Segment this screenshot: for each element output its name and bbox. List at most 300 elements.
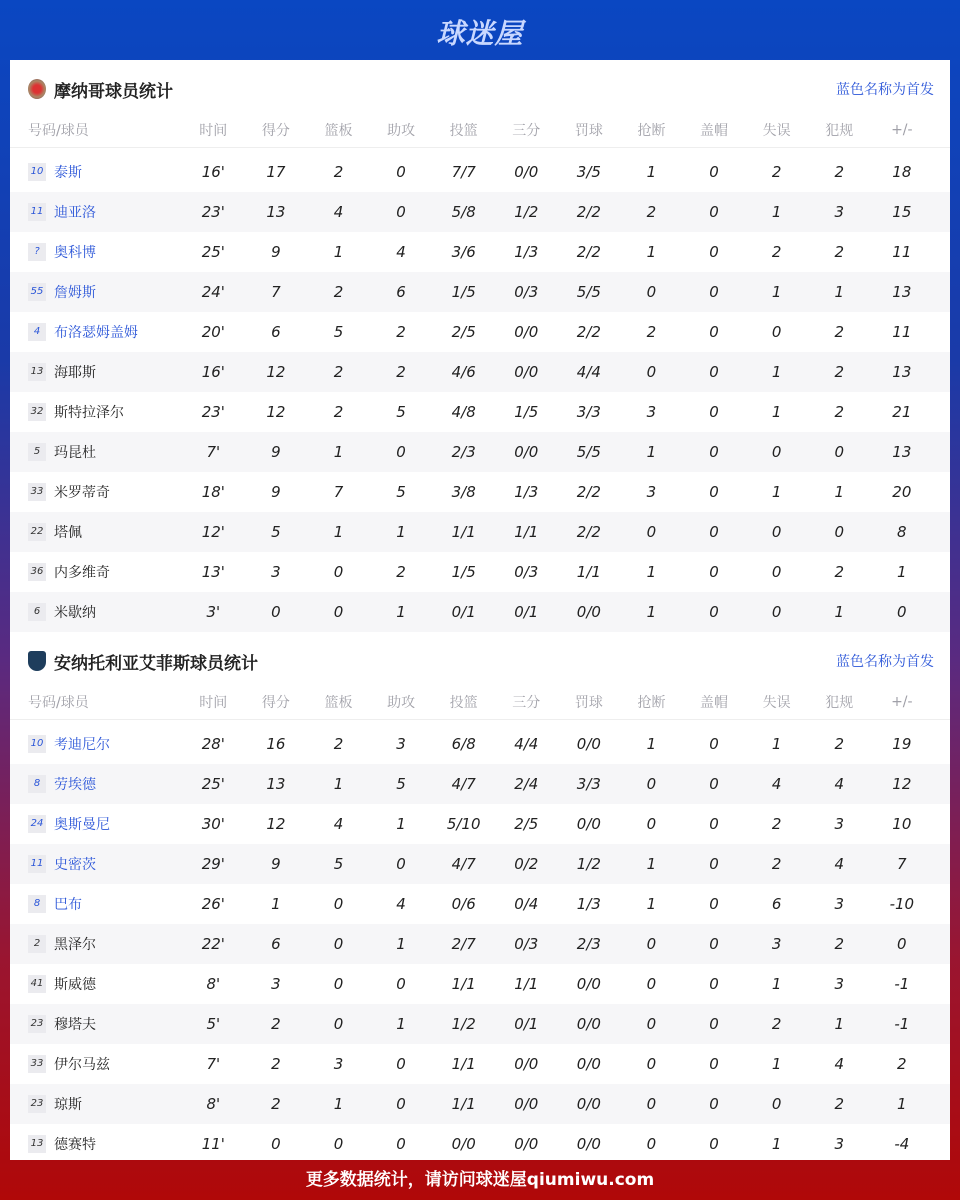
stat-cell: 3 [333, 1055, 344, 1073]
stat-cell: 12 [266, 403, 286, 421]
player-name[interactable]: 伊尔马兹 [54, 1057, 110, 1073]
stat-cell: 13 [892, 363, 912, 381]
stat-cell: 3 [834, 975, 844, 993]
stat-cell: 2/2 [576, 483, 601, 501]
stat-cell: 2/5 [451, 323, 476, 341]
stat-cell: 1 [771, 403, 782, 421]
stat-cell: 0 [646, 363, 657, 381]
stat-cell: 0 [897, 603, 907, 621]
stat-cell: 29' [201, 855, 225, 873]
stat-cell: 1 [834, 603, 844, 621]
stat-cell: 1 [271, 895, 281, 913]
stat-cell: 1 [897, 1095, 907, 1113]
column-label: 得分 [261, 122, 290, 139]
stat-cell: 1 [834, 483, 844, 501]
stat-cell: -1 [894, 1015, 910, 1033]
jersey-number: 10 [28, 163, 46, 181]
player-name[interactable]: 德赛特 [54, 1137, 96, 1153]
jersey-number: 8 [28, 895, 46, 913]
player-row[interactable] [10, 884, 950, 924]
stat-cell: 1 [333, 443, 344, 461]
stat-cell: 1 [396, 1015, 406, 1033]
stat-cell: 1 [646, 895, 657, 913]
stat-cell: 11 [892, 243, 912, 261]
stat-cell: 7' [206, 1055, 221, 1073]
player-name[interactable]: 内多维奇 [54, 565, 110, 581]
column-label: 犯规 [825, 122, 854, 139]
stat-cell: 0/0 [514, 1135, 539, 1153]
stat-cell: 23' [201, 403, 225, 421]
team-section [10, 60, 950, 632]
stat-cell: 1/2 [514, 203, 539, 221]
player-name[interactable]: 斯威德 [54, 977, 96, 993]
stat-cell: 4 [396, 895, 406, 913]
stat-cell: 0/0 [576, 1095, 601, 1113]
stat-cell: 1 [646, 603, 657, 621]
stat-cell: 1 [646, 735, 657, 753]
stat-cell: 1 [396, 815, 406, 833]
column-label: 号码/球员 [28, 122, 89, 139]
stat-cell: 1/1 [451, 523, 476, 541]
jersey-number: 33 [28, 1055, 46, 1073]
stat-cell: 0 [709, 775, 719, 793]
stat-cell: 1/1 [451, 1095, 476, 1113]
stat-cell: 1 [646, 855, 657, 873]
stat-cell: 22' [201, 935, 225, 953]
jersey-number: 11 [28, 855, 46, 873]
stat-cell: 0 [333, 603, 344, 621]
player-name[interactable]: 穆塔夫 [54, 1017, 96, 1033]
column-label: +/- [891, 121, 913, 138]
stat-cell: 2 [834, 935, 844, 953]
stat-cell: 0 [709, 403, 719, 421]
player-name[interactable]: 考迪尼尔 [54, 737, 110, 753]
stat-cell: 0 [646, 1135, 657, 1153]
stat-cell: 9 [271, 243, 281, 261]
stat-cell: 1 [396, 523, 406, 541]
stat-cell: 0 [771, 1095, 782, 1113]
stat-cell: 2 [333, 163, 344, 181]
player-row[interactable] [10, 804, 950, 844]
stat-cell: 0 [709, 203, 719, 221]
stat-cell: 0 [771, 523, 782, 541]
stat-cell: 0 [771, 563, 782, 581]
stat-cell: 2/4 [514, 775, 539, 793]
stat-cell: 7 [333, 483, 344, 501]
player-name[interactable]: 布洛瑟姆盖姆 [54, 325, 138, 341]
stat-cell: 0/4 [514, 895, 539, 913]
stat-cell: 4/8 [451, 403, 476, 421]
stat-cell: 5 [396, 775, 406, 793]
column-label: 三分 [512, 122, 541, 139]
stat-cell: 0 [771, 323, 782, 341]
player-row[interactable] [10, 924, 950, 964]
player-name[interactable]: 米歇纳 [54, 605, 96, 621]
stat-cell: 5' [206, 1015, 221, 1033]
player-name[interactable]: 巴布 [54, 897, 82, 913]
stat-cell: 0 [709, 443, 719, 461]
stat-cell: 2 [646, 323, 657, 341]
team-header [10, 60, 950, 118]
stat-cell: 6 [271, 323, 281, 341]
column-label: 三分 [512, 694, 541, 711]
stat-cell: 10 [892, 815, 912, 833]
jersey-number: 10 [28, 735, 46, 753]
stat-cell: 9 [271, 443, 281, 461]
stat-cell: 0 [709, 363, 719, 381]
stat-cell: 0/0 [451, 1135, 476, 1153]
player-name[interactable]: 米罗蒂奇 [54, 485, 110, 501]
stat-cell: 5/8 [451, 203, 476, 221]
stat-cell: 4 [834, 775, 844, 793]
column-label: 得分 [261, 694, 290, 711]
jersey-number: 41 [28, 975, 46, 993]
stat-cell: 0 [396, 855, 406, 873]
column-label: 助攻 [387, 694, 416, 711]
stat-cell: 20 [892, 483, 912, 501]
player-row[interactable] [10, 392, 950, 432]
stat-cell: 5 [396, 403, 406, 421]
stat-cell: 2 [396, 323, 406, 341]
stat-cell: 2 [646, 203, 657, 221]
stat-cell: 2 [771, 163, 782, 181]
stat-cell: 1 [333, 1095, 344, 1113]
stat-cell: 0 [396, 1135, 406, 1153]
stat-cell: 7 [271, 283, 281, 301]
stat-cell: 2 [834, 323, 844, 341]
stat-cell: 4 [771, 775, 782, 793]
stat-cell: 28' [201, 735, 225, 753]
stat-cell: 0 [396, 163, 406, 181]
stat-cell: 13 [892, 443, 912, 461]
stat-cell: 1 [396, 935, 406, 953]
stat-cell: 16' [201, 363, 225, 381]
stat-cell: 2 [333, 735, 344, 753]
stat-cell: 4/4 [576, 363, 601, 381]
stat-cell: 0/0 [514, 363, 539, 381]
stat-cell: 0/1 [451, 603, 476, 621]
stat-cell: 1/1 [514, 523, 539, 541]
stat-cell: 11' [201, 1135, 225, 1153]
stat-cell: 2 [771, 855, 782, 873]
stat-cell: 2/2 [576, 323, 601, 341]
player-row[interactable] [10, 272, 950, 312]
player-row[interactable] [10, 552, 950, 592]
stat-cell: 23' [201, 203, 225, 221]
stat-cell: 3/8 [451, 483, 476, 501]
column-label: 罚球 [574, 694, 603, 711]
stat-cell: 5 [271, 523, 281, 541]
stat-cell: 8' [206, 975, 221, 993]
stat-cell: 0 [897, 935, 907, 953]
team-logo-icon [28, 79, 46, 99]
stat-cell: 0 [271, 603, 281, 621]
stat-cell: 0/0 [576, 1015, 601, 1033]
player-name[interactable]: 黑泽尔 [54, 937, 96, 953]
stat-cell: 2/2 [576, 523, 601, 541]
jersey-number: 2 [28, 935, 46, 953]
stat-cell: 0 [396, 975, 406, 993]
stat-cell: 0 [709, 483, 719, 501]
stat-cell: 8 [897, 523, 907, 541]
column-label: 时间 [199, 122, 228, 139]
stat-cell: 0 [709, 1015, 719, 1033]
player-name[interactable]: 史密茨 [54, 857, 96, 873]
stat-cell: 0/3 [514, 935, 539, 953]
player-name[interactable]: 玛昆杜 [54, 445, 96, 461]
stat-cell: 17 [266, 163, 286, 181]
stat-cell: 0/1 [514, 603, 539, 621]
player-row[interactable] [10, 512, 950, 552]
stat-cell: 0 [709, 523, 719, 541]
player-row[interactable] [10, 192, 950, 232]
stat-cell: 0 [834, 523, 844, 541]
stat-cell: 1 [333, 523, 344, 541]
stat-cell: 0/0 [576, 1135, 601, 1153]
stat-cell: 26' [201, 895, 225, 913]
stat-cell: 0/0 [576, 603, 601, 621]
stat-cell: 9 [271, 855, 281, 873]
stat-cell: 0 [646, 935, 657, 953]
column-label: 抢断 [637, 694, 666, 711]
stat-cell: 0 [333, 935, 344, 953]
stat-cell: 0/6 [451, 895, 476, 913]
stat-cell: 1/2 [451, 1015, 476, 1033]
player-name[interactable]: 詹姆斯 [54, 285, 96, 301]
stat-cell: 7' [206, 443, 221, 461]
player-row[interactable] [10, 152, 950, 192]
player-name[interactable]: 琼斯 [54, 1097, 82, 1113]
stat-cell: 4/4 [514, 735, 539, 753]
stat-cell: 2 [271, 1015, 281, 1033]
stat-cell: 2/3 [576, 935, 601, 953]
player-row[interactable] [10, 844, 950, 884]
column-label: 篮板 [324, 122, 353, 139]
stat-cell: 1/3 [514, 483, 539, 501]
stat-cell: 0 [333, 563, 344, 581]
jersey-number: 24 [28, 815, 46, 833]
column-label: 盖帽 [700, 122, 729, 139]
stat-cell: 0/0 [514, 323, 539, 341]
stat-cell: 2 [396, 363, 406, 381]
stat-cell: 0 [646, 1095, 657, 1113]
player-name[interactable]: 泰斯 [54, 165, 82, 181]
column-label: 犯规 [825, 694, 854, 711]
stat-cell: 0/0 [576, 815, 601, 833]
stat-cell: 0/0 [576, 1055, 601, 1073]
stat-cell: 8' [206, 1095, 221, 1113]
column-label: 失误 [762, 122, 791, 139]
stat-cell: 1/2 [576, 855, 601, 873]
column-label: 抢断 [637, 122, 666, 139]
player-row[interactable] [10, 312, 950, 352]
player-name[interactable]: 劳埃德 [54, 777, 96, 793]
stat-cell: 0/3 [514, 283, 539, 301]
stat-cell: 1/5 [451, 563, 476, 581]
stat-cell: 7/7 [451, 163, 476, 181]
player-row[interactable] [10, 724, 950, 764]
stat-cell: 16 [266, 735, 286, 753]
stat-cell: 0 [709, 563, 719, 581]
stat-cell: 0/0 [576, 735, 601, 753]
player-row[interactable] [10, 232, 950, 272]
stat-cell: 12 [892, 775, 912, 793]
stat-cell: 2 [333, 403, 344, 421]
team-header [10, 632, 950, 690]
stat-cell: 18' [201, 483, 225, 501]
stat-cell: 3 [396, 735, 406, 753]
player-row[interactable] [10, 352, 950, 392]
stat-cell: 2 [897, 1055, 907, 1073]
stat-cell: 0 [834, 443, 844, 461]
stat-cell: 9 [271, 483, 281, 501]
player-row[interactable] [10, 764, 950, 804]
stat-cell: 12 [266, 815, 286, 833]
stat-cell: 0 [396, 203, 406, 221]
jersey-number: 23 [28, 1095, 46, 1113]
stat-cell: 0 [333, 1135, 344, 1153]
stat-cell: 1/1 [514, 975, 539, 993]
stat-cell: 1 [771, 975, 782, 993]
stat-cell: 1 [771, 203, 782, 221]
stat-cell: 0 [646, 523, 657, 541]
player-name[interactable]: 斯特拉泽尔 [54, 405, 124, 421]
stat-cell: 1/1 [576, 563, 601, 581]
stat-cell: 13 [266, 203, 286, 221]
stat-cell: 0 [646, 283, 657, 301]
stat-cell: 25' [201, 243, 225, 261]
stat-cell: 0 [709, 243, 719, 261]
player-name[interactable]: 海耶斯 [54, 365, 96, 381]
stat-cell: 20' [201, 323, 225, 341]
stat-cell: 4 [396, 243, 406, 261]
stat-cell: 3 [834, 815, 844, 833]
stat-cell: 6 [396, 283, 406, 301]
stat-cell: 5/5 [576, 443, 601, 461]
stat-cell: 0/0 [514, 163, 539, 181]
jersey-number: 6 [28, 603, 46, 621]
stat-cell: 13' [201, 563, 225, 581]
stat-cell: 0/0 [514, 1095, 539, 1113]
stat-cell: 0 [709, 323, 719, 341]
stat-cell: 1 [771, 1055, 782, 1073]
stat-cell: 2 [271, 1095, 281, 1113]
stat-cell: 3 [771, 935, 782, 953]
stat-cell: 4 [333, 203, 344, 221]
stat-cell: 24' [201, 283, 225, 301]
stat-cell: 0 [709, 163, 719, 181]
stat-cell: 3 [646, 483, 657, 501]
stat-cell: 3 [834, 203, 844, 221]
team-title: 安纳托利亚艾菲斯球员统计 [54, 653, 258, 674]
stat-cell: 0 [709, 1135, 719, 1153]
stat-cell: 5 [333, 323, 344, 341]
stat-cell: 4/6 [451, 363, 476, 381]
stat-cell: 11 [892, 323, 912, 341]
stat-cell: 18 [892, 163, 912, 181]
stat-cell: 0/0 [514, 443, 539, 461]
stat-cell: 0 [709, 855, 719, 873]
column-label: 罚球 [574, 122, 603, 139]
stat-cell: 0 [709, 283, 719, 301]
stat-cell: 3 [834, 1135, 844, 1153]
player-row[interactable] [10, 472, 950, 512]
stat-cell: 2 [271, 1055, 281, 1073]
stat-cell: 1/1 [451, 1055, 476, 1073]
stat-cell: 12 [266, 363, 286, 381]
player-name[interactable]: 迪亚洛 [54, 205, 96, 221]
stat-cell: 1 [396, 603, 406, 621]
stat-cell: 1 [646, 443, 657, 461]
stat-cell: 0 [709, 975, 719, 993]
player-row[interactable] [10, 432, 950, 472]
stat-cell: 19 [892, 735, 912, 753]
column-label: 篮板 [324, 694, 353, 711]
stat-cell: 4 [834, 1055, 844, 1073]
stat-cell: 2 [834, 243, 844, 261]
jersey-number: 13 [28, 363, 46, 381]
stat-cell: 0 [646, 1055, 657, 1073]
stat-cell: 0 [709, 1055, 719, 1073]
stat-cell: 1 [771, 363, 782, 381]
stat-cell: 5 [333, 855, 344, 873]
stat-cell: 0 [271, 1135, 281, 1153]
stat-cell: 0 [709, 815, 719, 833]
stat-cell: 0 [333, 975, 344, 993]
stat-cell: 1 [834, 283, 844, 301]
stat-cell: 4/7 [451, 855, 476, 873]
player-row[interactable] [10, 592, 950, 632]
stat-cell: 2 [834, 735, 844, 753]
stat-cell: 1 [646, 243, 657, 261]
jersey-number: 13 [28, 1135, 46, 1153]
stat-cell: 2/5 [514, 815, 539, 833]
jersey-number: 36 [28, 563, 46, 581]
player-row[interactable] [10, 1084, 950, 1124]
stat-cell: 0 [333, 1015, 344, 1033]
stat-cell: 0 [771, 443, 782, 461]
column-label: 助攻 [387, 122, 416, 139]
stat-cell: 1/1 [451, 975, 476, 993]
footer-text: 更多数据统计，请访问球迷屋qiumiwu.com [305, 1170, 655, 1190]
stat-cell: 6 [271, 935, 281, 953]
starter-note: 蓝色名称为首发 [836, 654, 934, 670]
player-row[interactable] [10, 1044, 950, 1084]
team-section [10, 632, 950, 1164]
stat-cell: 1/5 [514, 403, 539, 421]
player-row[interactable] [10, 1124, 950, 1164]
stat-cell: 0 [646, 1015, 657, 1033]
stat-cell: 0 [646, 975, 657, 993]
stat-cell: 1 [771, 483, 782, 501]
stat-cell: 1/3 [576, 895, 601, 913]
jersey-number: ? [28, 243, 46, 261]
player-row[interactable] [10, 1004, 950, 1044]
stat-cell: 1/3 [514, 243, 539, 261]
player-name[interactable]: 塔佩 [54, 525, 82, 541]
stat-cell: 12' [201, 523, 225, 541]
player-name[interactable]: 奥斯曼尼 [54, 817, 110, 833]
jersey-number: 11 [28, 203, 46, 221]
player-name[interactable]: 奥科博 [54, 245, 96, 261]
stat-cell: 0 [709, 895, 719, 913]
team-title: 摩纳哥球员统计 [54, 81, 173, 102]
column-label: +/- [891, 693, 913, 710]
stat-cell: 2 [396, 563, 406, 581]
stat-cell: 0 [396, 1055, 406, 1073]
stat-cell: 16' [201, 163, 225, 181]
player-row[interactable] [10, 964, 950, 1004]
